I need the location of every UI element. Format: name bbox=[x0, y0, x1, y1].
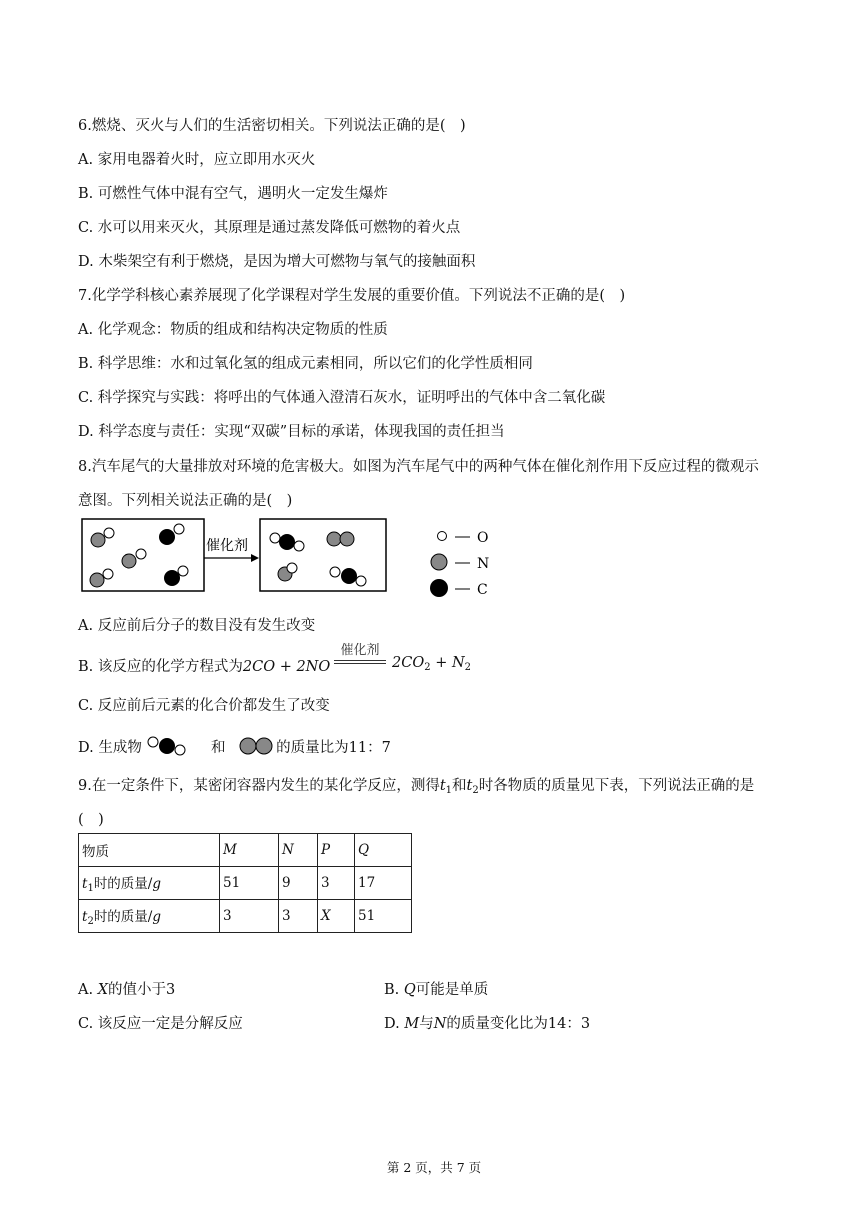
table-row-label: $t_2$时的质量/g bbox=[79, 900, 220, 933]
q7-stem: 7.化学学科核心素养展现了化学课程对学生发展的重要价值。下列说法不正确的是( ) bbox=[78, 288, 626, 304]
table-row bbox=[79, 867, 412, 900]
n2-molecule-icon bbox=[238, 734, 276, 758]
table-row bbox=[79, 900, 412, 933]
q9-option-c: C. 该反应一定是分解反应 bbox=[78, 1016, 243, 1032]
table-cell: 3 bbox=[279, 900, 318, 933]
reaction-diagram bbox=[78, 516, 498, 600]
co2-molecule bbox=[330, 567, 366, 586]
table-cell: 3 bbox=[318, 867, 355, 900]
q9-stem-line1 bbox=[78, 774, 754, 796]
table-header-cell: M bbox=[220, 834, 279, 867]
no-molecule bbox=[90, 569, 113, 587]
table-header-cell: P bbox=[318, 834, 355, 867]
q8-equation-lhs: 2CO + 2NO bbox=[242, 659, 331, 675]
q8-equation-rhs bbox=[392, 655, 471, 673]
q6-option-c: C. 水可以用来灭火，其原理是通过蒸发降低可燃物的着火点 bbox=[78, 220, 461, 236]
q9-t2: t bbox=[466, 778, 473, 794]
no-molecule bbox=[91, 528, 114, 547]
table-header-cell: N bbox=[279, 834, 318, 867]
q7-option-b: B. 科学思维：水和过氧化氢的组成元素相同，所以它们的化学性质相同 bbox=[78, 356, 533, 372]
q7-option-d: D. 科学态度与责任：实现“双碳”目标的承诺，体现我国的责任担当 bbox=[78, 424, 505, 440]
legend-label-o: O bbox=[477, 530, 489, 546]
table-cell: 51 bbox=[220, 867, 279, 900]
q8-stem-line1: 8.汽车尾气的大量排放对环境的危害极大。如图为汽车尾气中的两种气体在催化剂作用下反应过程的微观示 bbox=[78, 459, 759, 475]
catalyst-label: 催化剂 bbox=[340, 643, 380, 658]
q6-option-b: B. 可燃性气体中混有空气，遇明火一定发生爆炸 bbox=[78, 186, 388, 202]
page-footer: 第 2 页，共 7 页 bbox=[386, 1160, 482, 1175]
q9-option-d: D. M与N的质量变化比为14：3 bbox=[384, 1016, 591, 1032]
q8-option-d bbox=[78, 734, 391, 758]
q8-option-d-prefix: D. 生成物 bbox=[78, 740, 142, 756]
table-cell: X bbox=[318, 900, 355, 933]
q6-option-d: D. 木柴架空有利于燃烧，是因为增大可燃物与氧气的接触面积 bbox=[78, 254, 476, 270]
q9-stem-line2: ( ) bbox=[78, 812, 104, 828]
q9-and: 和 bbox=[452, 778, 467, 794]
legend-label-c: C bbox=[477, 582, 488, 598]
co-molecule bbox=[164, 566, 188, 586]
table-cell: 17 bbox=[355, 867, 412, 900]
q6-stem: 6.燃烧、灭火与人们的生活密切相关。下列说法正确的是( ) bbox=[78, 118, 466, 134]
q8-option-b bbox=[78, 655, 330, 676]
q6-option-a: A. 家用电器着火时，应立即用水灭火 bbox=[78, 152, 316, 168]
q7-option-c: C. 科学探究与实践：将呼出的气体通入澄清石灰水，证明呼出的气体中含二氧化碳 bbox=[78, 390, 606, 406]
table-cell: 9 bbox=[279, 867, 318, 900]
q8-option-c: C. 反应前后元素的化合价都发生了改变 bbox=[78, 698, 330, 714]
rhs-n2-sub: 2 bbox=[464, 662, 472, 673]
q7-option-a: A. 化学观念：物质的组成和结构决定物质的性质 bbox=[78, 322, 388, 338]
q9-t1: t bbox=[439, 778, 446, 794]
legend-oxygen bbox=[438, 530, 489, 546]
after-box bbox=[260, 519, 386, 591]
q8-option-d-and: 和 bbox=[211, 740, 226, 756]
table-header-row bbox=[79, 834, 412, 867]
q9-t2-sub: 2 bbox=[472, 785, 479, 796]
co2-molecule bbox=[270, 533, 304, 551]
table-header-cell: Q bbox=[355, 834, 412, 867]
q9-stem-suffix: 时各物质的质量见下表，下列说法正确的是 bbox=[478, 778, 755, 794]
q8-option-a: A. 反应前后分子的数目没有发生改变 bbox=[78, 618, 316, 634]
legend-label-n: N bbox=[477, 556, 490, 572]
q8-stem-line2: 意图。下列相关说法正确的是( ) bbox=[78, 493, 293, 509]
rhs-co2: 2CO bbox=[392, 655, 425, 671]
arrow-label: 催化剂 bbox=[206, 538, 248, 554]
no-molecule bbox=[122, 549, 146, 568]
rhs-n2: + N bbox=[430, 655, 465, 671]
legend-carbon bbox=[430, 579, 488, 598]
co-molecule bbox=[159, 524, 184, 545]
table-header-cell: 物质 bbox=[79, 834, 220, 867]
table-row-label: $t_1$时的质量/g bbox=[79, 867, 220, 900]
q9-option-b: B. Q可能是单质 bbox=[384, 982, 489, 998]
q8-option-b-prefix: B. 该反应的化学方程式为 bbox=[78, 659, 243, 675]
n2-molecule bbox=[278, 563, 297, 581]
catalyst-equals-sign bbox=[334, 643, 386, 664]
q9-stem-prefix: 9.在一定条件下，某密闭容器内发生的某化学反应，测得 bbox=[78, 778, 440, 794]
q9-t1-sub: 1 bbox=[445, 785, 453, 796]
table-cell: 51 bbox=[355, 900, 412, 933]
co2-molecule-icon bbox=[146, 734, 192, 758]
legend-nitrogen bbox=[431, 554, 489, 572]
q9-mass-table bbox=[78, 833, 412, 933]
q8-option-d-suffix: 的质量比为11：7 bbox=[276, 740, 391, 756]
rhs-co2-sub: 2 bbox=[424, 662, 431, 673]
reaction-arrow-head bbox=[251, 554, 259, 562]
n2-molecule bbox=[327, 532, 354, 546]
table-cell: 3 bbox=[220, 900, 279, 933]
q9-option-a: A. X的值小于3 bbox=[78, 982, 176, 998]
